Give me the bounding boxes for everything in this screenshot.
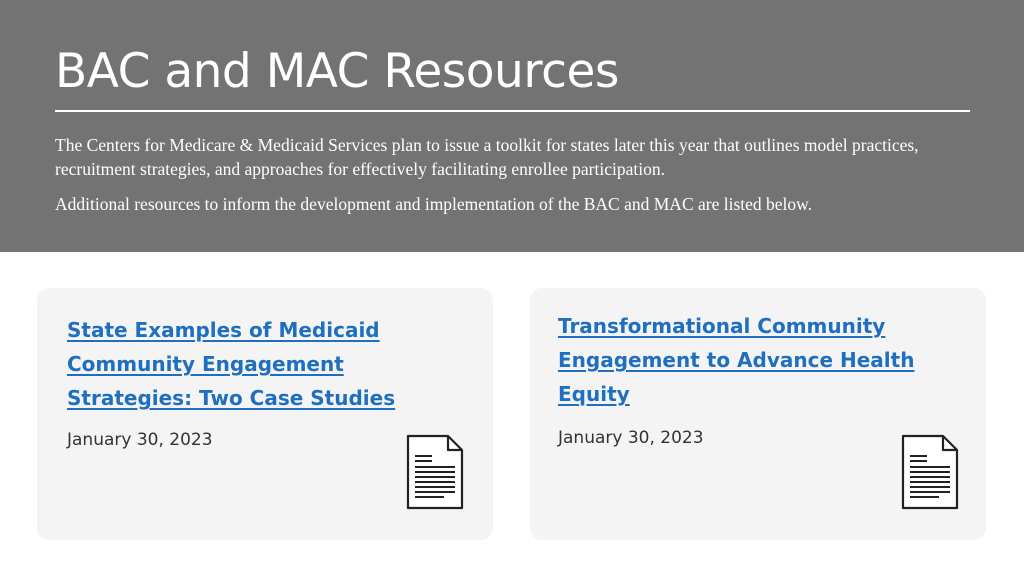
page-title: BAC and MAC Resources bbox=[55, 44, 619, 99]
resource-date-1: January 30, 2023 bbox=[67, 430, 213, 450]
resource-link-1[interactable]: State Examples of Medicaid Community Engagement Strategies: Two Case Studies bbox=[67, 318, 396, 410]
resource-link-2[interactable]: Transformational Community Engagement to Advance Health Equity bbox=[558, 314, 915, 406]
intro-text bbox=[55, 133, 985, 216]
header-banner bbox=[0, 0, 1024, 252]
document-icon[interactable] bbox=[901, 434, 959, 510]
resource-card-2 bbox=[530, 288, 986, 540]
intro-paragraph-2: Additional resources to inform the development and implementation of the BAC and MAC are listed below. bbox=[55, 194, 813, 214]
resource-date-2: January 30, 2023 bbox=[558, 428, 704, 448]
resource-card-1 bbox=[37, 288, 493, 540]
intro-paragraph-1: The Centers for Medicare & Medicaid Services plan to issue a toolkit for states later this year that outlines model practices, recruitment strategies, and approaches for effectively facilitating enrollee participation. bbox=[55, 135, 919, 179]
title-divider bbox=[55, 110, 970, 112]
document-icon[interactable] bbox=[406, 434, 464, 510]
